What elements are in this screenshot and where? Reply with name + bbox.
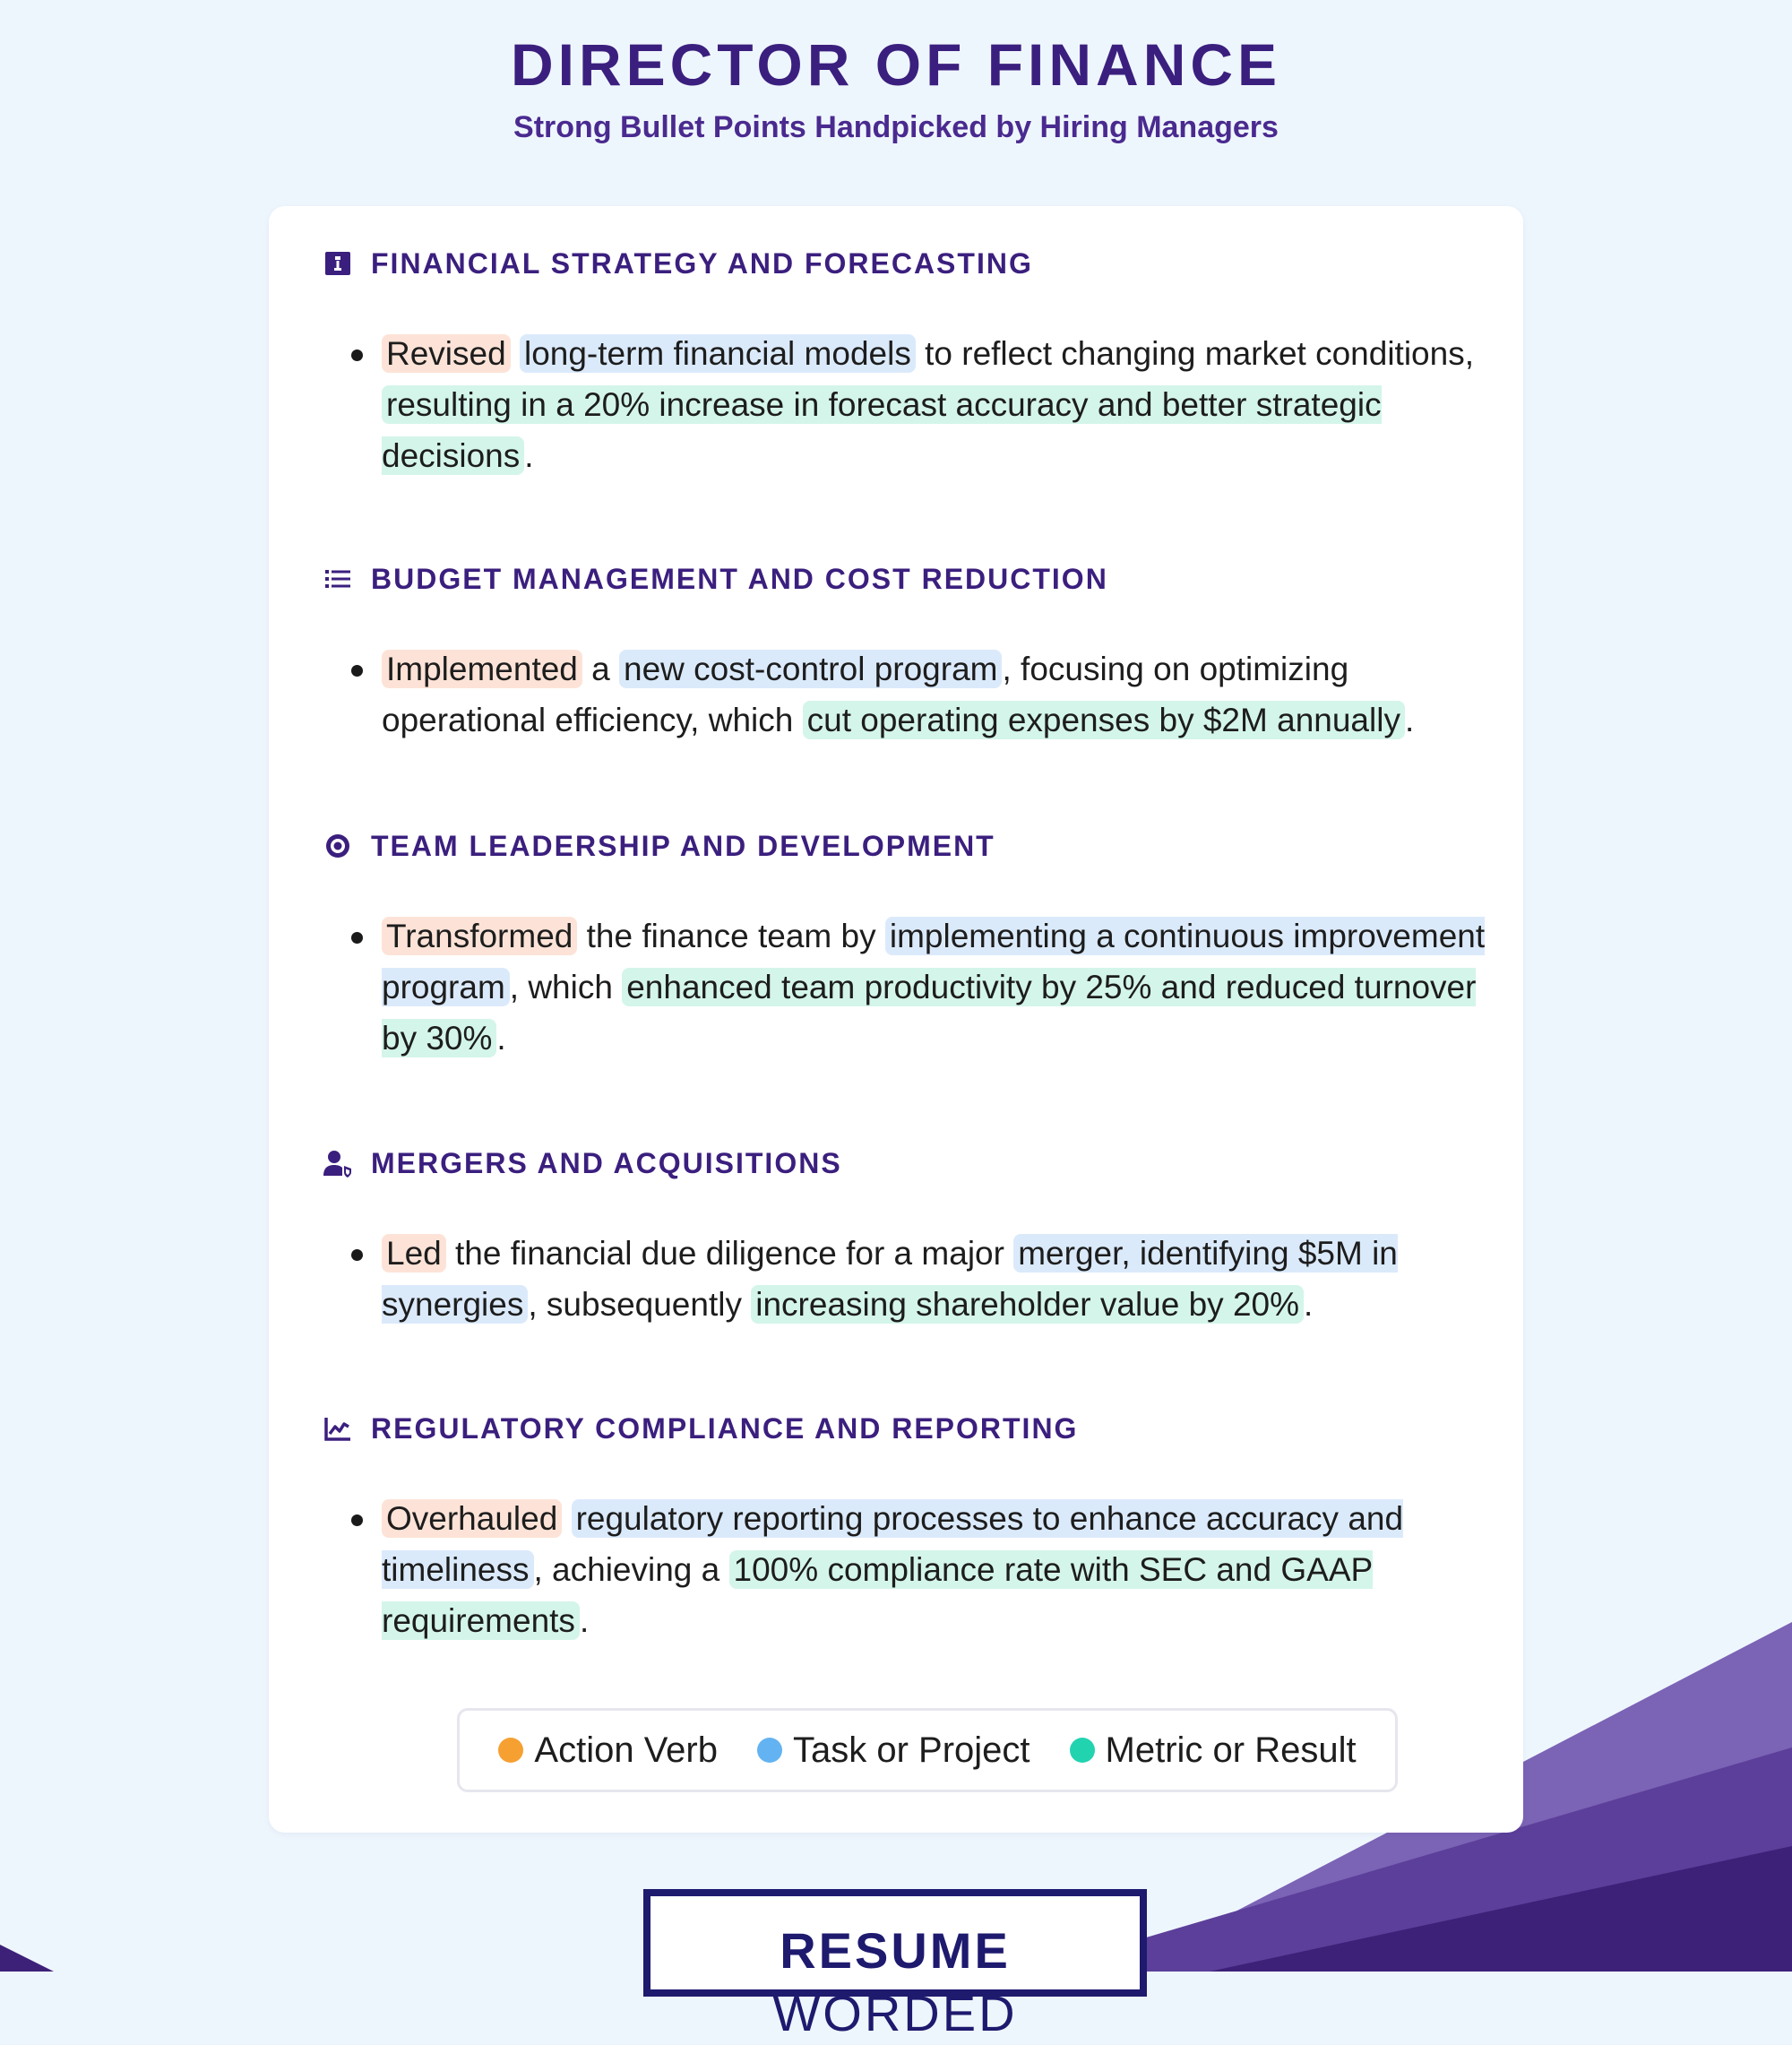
action-verb-highlight: Led [382, 1234, 446, 1273]
metric-highlight: enhanced team productivity by 25% and reduced turnover by 30% [382, 969, 1477, 1057]
bullet-plain-text: , focusing on optimizing operational efficiency, which [382, 651, 1349, 738]
page-header [0, 0, 1792, 147]
action-verb-highlight: Overhauled [382, 1499, 562, 1538]
task-highlight: regulatory reporting processes to enhance accuracy and timeliness [382, 1500, 1404, 1588]
target-icon [323, 831, 353, 861]
bullet-item [323, 328, 1496, 481]
logo-word-strong: RESUME [780, 1922, 1011, 1979]
page-subtitle: Strong Bullet Points Handpicked by Hiring Managers [513, 110, 1279, 144]
bullet-plain-text: , which [509, 969, 623, 1005]
action-verb-highlight: Transformed [382, 917, 577, 955]
bullet-plain-text [562, 1500, 571, 1537]
bullet-dot [351, 665, 363, 677]
bullet-dot [351, 1514, 363, 1526]
bullet-item [323, 910, 1496, 1064]
legend-item-action-verb [498, 1730, 718, 1771]
section-mergers [323, 1143, 1496, 1330]
legend-label: Action Verb [534, 1730, 718, 1770]
bullet-plain-text: the financial due diligence for a major [445, 1235, 1014, 1272]
section-header [323, 826, 1496, 866]
resume-worded-logo[interactable] [643, 1889, 1147, 2041]
section-header [323, 244, 1496, 283]
bullet-item [323, 1228, 1496, 1330]
metric-highlight: increasing shareholder value by 20% [751, 1285, 1304, 1324]
task-highlight: merger, identifying $5M in synergies [382, 1235, 1398, 1323]
highlight-legend [457, 1708, 1398, 1792]
bullet-text [382, 643, 1496, 746]
user-shield-icon [323, 1148, 353, 1178]
legend-label: Metric or Result [1105, 1730, 1357, 1770]
bullet-item [323, 643, 1496, 746]
section-title: REGULATORY COMPLIANCE AND REPORTING [371, 1411, 1079, 1445]
id-card-icon [323, 248, 353, 279]
orange-dot-icon [498, 1738, 523, 1763]
legend-item-task [757, 1730, 1030, 1771]
action-verb-highlight: Implemented [382, 650, 582, 688]
section-header [323, 1409, 1496, 1448]
metric-highlight: resulting in a 20% increase in forecast accuracy and better strategic decisions [382, 386, 1382, 474]
blue-dot-icon [757, 1738, 782, 1763]
bullet-card [269, 206, 1523, 1833]
bullet-plain-text: . [579, 1602, 590, 1639]
chart-line-icon [323, 1413, 353, 1444]
bullet-item [323, 1493, 1496, 1646]
bullet-text [382, 910, 1496, 1064]
bullet-plain-text: , subsequently [528, 1286, 752, 1323]
bullet-plain-text: . [524, 437, 534, 474]
bullet-plain-text: . [1404, 702, 1415, 738]
section-title: MERGERS AND ACQUISITIONS [371, 1146, 842, 1179]
section-title: FINANCIAL STRATEGY AND FORECASTING [371, 246, 1033, 280]
bullet-dot [351, 1249, 363, 1261]
section-financial-strategy [323, 244, 1496, 481]
logo-word-light: WORDED [772, 1985, 1018, 2041]
bullet-plain-text: . [1304, 1286, 1314, 1323]
bullet-plain-text: , achieving a [533, 1551, 729, 1588]
bullet-plain-text: . [496, 1020, 506, 1057]
bullet-dot [351, 349, 363, 361]
task-highlight: implementing a continuous improvement program [382, 918, 1486, 1005]
bullet-plain-text: a [582, 651, 620, 687]
bullet-text [382, 1228, 1496, 1330]
task-highlight: new cost-control program [619, 650, 1002, 688]
bullet-dot [351, 932, 363, 944]
legend-item-metric [1070, 1730, 1357, 1771]
legend-label: Task or Project [792, 1730, 1030, 1770]
section-title: BUDGET MANAGEMENT AND COST REDUCTION [371, 562, 1108, 595]
action-verb-highlight: Revised [382, 334, 511, 373]
bullet-plain-text: to reflect changing market conditions, [915, 335, 1474, 372]
page-title: DIRECTOR OF FINANCE [510, 31, 1282, 98]
wave-left [0, 1945, 54, 1972]
bullet-text [382, 1493, 1496, 1646]
metric-highlight: cut operating expenses by $2M annually [803, 701, 1405, 739]
teal-dot-icon [1070, 1738, 1095, 1763]
section-title: TEAM LEADERSHIP AND DEVELOPMENT [371, 829, 995, 862]
bullet-text [382, 328, 1496, 481]
bullet-plain-text [511, 335, 520, 372]
section-budget-management [323, 559, 1496, 746]
list-icon [323, 564, 353, 594]
metric-highlight: 100% compliance rate with SEC and GAAP requirements [382, 1551, 1374, 1639]
bullet-plain-text: the finance team by [577, 918, 885, 954]
section-header [323, 1143, 1496, 1183]
section-team-leadership [323, 826, 1496, 1064]
section-header [323, 559, 1496, 599]
section-regulatory [323, 1409, 1496, 1646]
task-highlight: long-term financial models [520, 334, 916, 373]
